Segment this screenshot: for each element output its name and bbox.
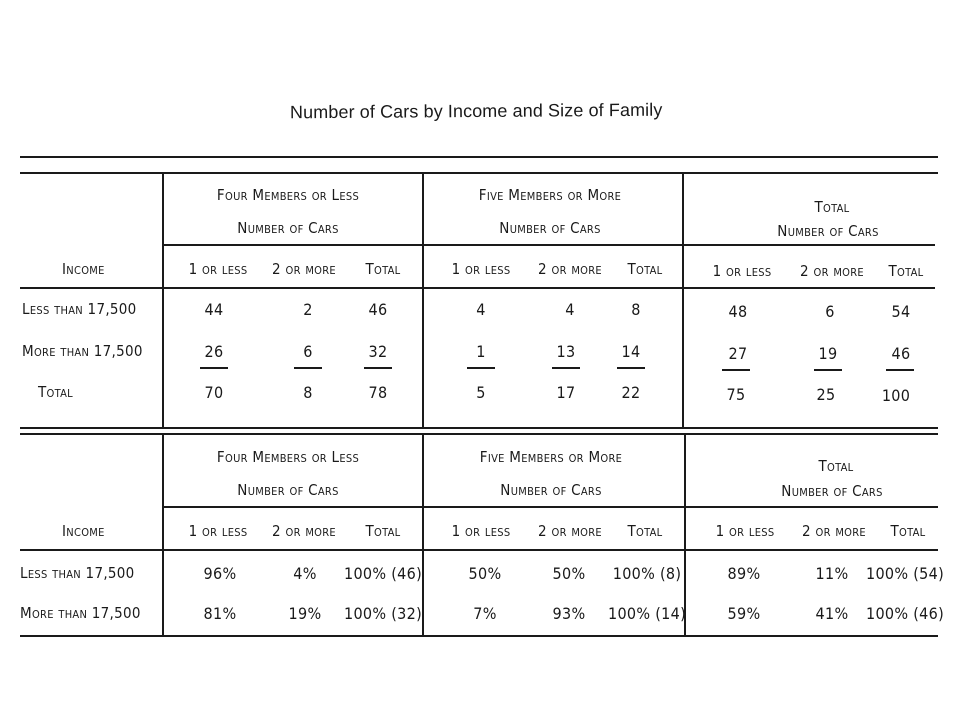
t1-cell: 4 <box>565 300 575 319</box>
t1-subheader-rule <box>163 244 935 246</box>
t2-group-four-line2: Number of Cars <box>237 481 339 499</box>
t1-cell: 44 <box>204 300 224 319</box>
t2-group-five-line2: Number of Cars <box>500 481 602 499</box>
t1-cell: 8 <box>631 300 641 319</box>
t2-cell: 96% <box>203 564 237 583</box>
sum-underline <box>552 367 580 369</box>
t2-subcol-five-2: 2 or more <box>538 522 602 540</box>
t2-cell: 81% <box>203 604 237 623</box>
t1-cell: 6 <box>825 302 835 321</box>
t1-group-five-line1: Five Members or More <box>478 186 622 204</box>
t1-cell: 48 <box>728 302 748 321</box>
t2-row-label-less: Less than 17,500 <box>20 564 135 582</box>
t2-vline-four <box>422 433 424 635</box>
t1-cell: 26 <box>204 342 224 361</box>
t1-group-five-line2: Number of Cars <box>499 219 601 237</box>
sum-underline <box>200 367 228 369</box>
t1-cell: 25 <box>816 385 836 404</box>
t1-cell: 46 <box>368 300 388 319</box>
t1-group-four-line2: Number of Cars <box>237 219 339 237</box>
t1-subcol-total-1: 1 or less <box>712 262 772 280</box>
t2-group-four-line1: Four Members or Less <box>216 448 360 466</box>
t1-cell: 32 <box>368 342 388 361</box>
t2-subcol-four-3: Total <box>365 522 401 540</box>
t1-row-label-total: Total <box>38 383 73 401</box>
t1-cell: 14 <box>621 342 641 361</box>
t1-cell: 8 <box>303 383 313 402</box>
t1-income-header: Income <box>62 260 105 278</box>
t1-bottom-rule <box>20 427 938 429</box>
t1-subcol-four-1: 1 or less <box>188 260 248 278</box>
t2-cell: 50% <box>552 564 586 583</box>
t1-group-total-line2: Number of Cars <box>777 222 879 240</box>
t2-cell: 93% <box>552 604 586 623</box>
t2-cell: 19% <box>288 604 322 623</box>
t2-cell: 100% (8) <box>612 564 682 583</box>
t1-group-total-line1: Total <box>814 198 850 216</box>
t1-cell: 13 <box>556 342 576 361</box>
t2-cell: 100% (46) <box>344 564 422 583</box>
t1-cell: 22 <box>621 383 641 402</box>
t1-cell: 46 <box>891 344 911 363</box>
t2-cell: 11% <box>815 564 849 583</box>
t2-cell: 100% (54) <box>866 564 944 583</box>
t1-subcol-five-3: Total <box>627 260 663 278</box>
sum-underline <box>467 367 495 369</box>
t2-cell: 100% (14) <box>608 604 686 623</box>
t1-subcol-five-1: 1 or less <box>451 260 511 278</box>
sum-underline <box>364 367 392 369</box>
t1-row-label-less: Less than 17,500 <box>22 300 137 318</box>
t2-cell: 4% <box>293 564 317 583</box>
t2-bottom-rule <box>20 635 938 637</box>
t1-cell: 70 <box>204 383 224 402</box>
t2-group-five-line1: Five Members or More <box>479 448 623 466</box>
t2-group-total-line1: Total <box>818 457 854 475</box>
t1-vline-five <box>682 172 684 427</box>
t1-cell: 5 <box>476 383 486 402</box>
t2-top-rule <box>20 433 938 435</box>
t1-cell: 17 <box>556 383 576 402</box>
t1-cell: 1 <box>476 342 486 361</box>
sum-underline <box>617 367 645 369</box>
top-rule-2 <box>20 172 938 174</box>
t1-cell: 4 <box>476 300 486 319</box>
t2-row-label-more: More than 17,500 <box>20 604 141 622</box>
t1-header-rule <box>20 287 935 289</box>
t2-subcol-total-1: 1 or less <box>715 522 775 540</box>
t1-subcol-four-3: Total <box>365 260 401 278</box>
t1-cell: 19 <box>818 344 838 363</box>
t2-cell: 100% (46) <box>866 604 944 623</box>
sum-underline <box>722 369 750 371</box>
t2-cell: 59% <box>727 604 761 623</box>
t1-subcol-four-2: 2 or more <box>272 260 336 278</box>
t2-subcol-five-1: 1 or less <box>451 522 511 540</box>
t2-income-header: Income <box>62 522 105 540</box>
t2-subheader-rule <box>163 506 938 508</box>
t1-cell: 54 <box>891 302 911 321</box>
t1-row-label-more: More than 17,500 <box>22 342 143 360</box>
t2-subcol-four-2: 2 or more <box>272 522 336 540</box>
t2-vline-income <box>162 433 164 635</box>
t1-cell: 78 <box>368 383 388 402</box>
sum-underline <box>814 369 842 371</box>
t2-subcol-five-3: Total <box>627 522 663 540</box>
sum-underline <box>886 369 914 371</box>
t2-cell: 41% <box>815 604 849 623</box>
top-rule-1 <box>20 156 938 158</box>
t1-vline-income <box>162 172 164 427</box>
t1-cell: 27 <box>728 344 748 363</box>
t1-vline-four <box>422 172 424 427</box>
t1-subcol-five-2: 2 or more <box>538 260 602 278</box>
t2-subcol-total-3: Total <box>890 522 926 540</box>
t2-cell: 89% <box>727 564 761 583</box>
t2-header-rule <box>20 549 938 551</box>
t1-subcol-total-2: 2 or more <box>800 262 864 280</box>
t1-cell: 75 <box>726 385 746 404</box>
t1-cell: 100 <box>881 386 911 405</box>
t2-cell: 7% <box>473 604 497 623</box>
t1-group-four-line1: Four Members or Less <box>216 186 360 204</box>
t2-subcol-four-1: 1 or less <box>188 522 248 540</box>
t2-subcol-total-2: 2 or more <box>802 522 866 540</box>
t1-subcol-total-3: Total <box>888 262 924 280</box>
table-title: Number of Cars by Income and Size of Family <box>289 99 663 123</box>
t2-cell: 50% <box>468 564 502 583</box>
t1-cell: 6 <box>303 342 313 361</box>
t2-cell: 100% (32) <box>344 604 422 623</box>
t2-group-total-line2: Number of Cars <box>781 482 883 500</box>
t1-cell: 2 <box>303 300 313 319</box>
sum-underline <box>294 367 322 369</box>
